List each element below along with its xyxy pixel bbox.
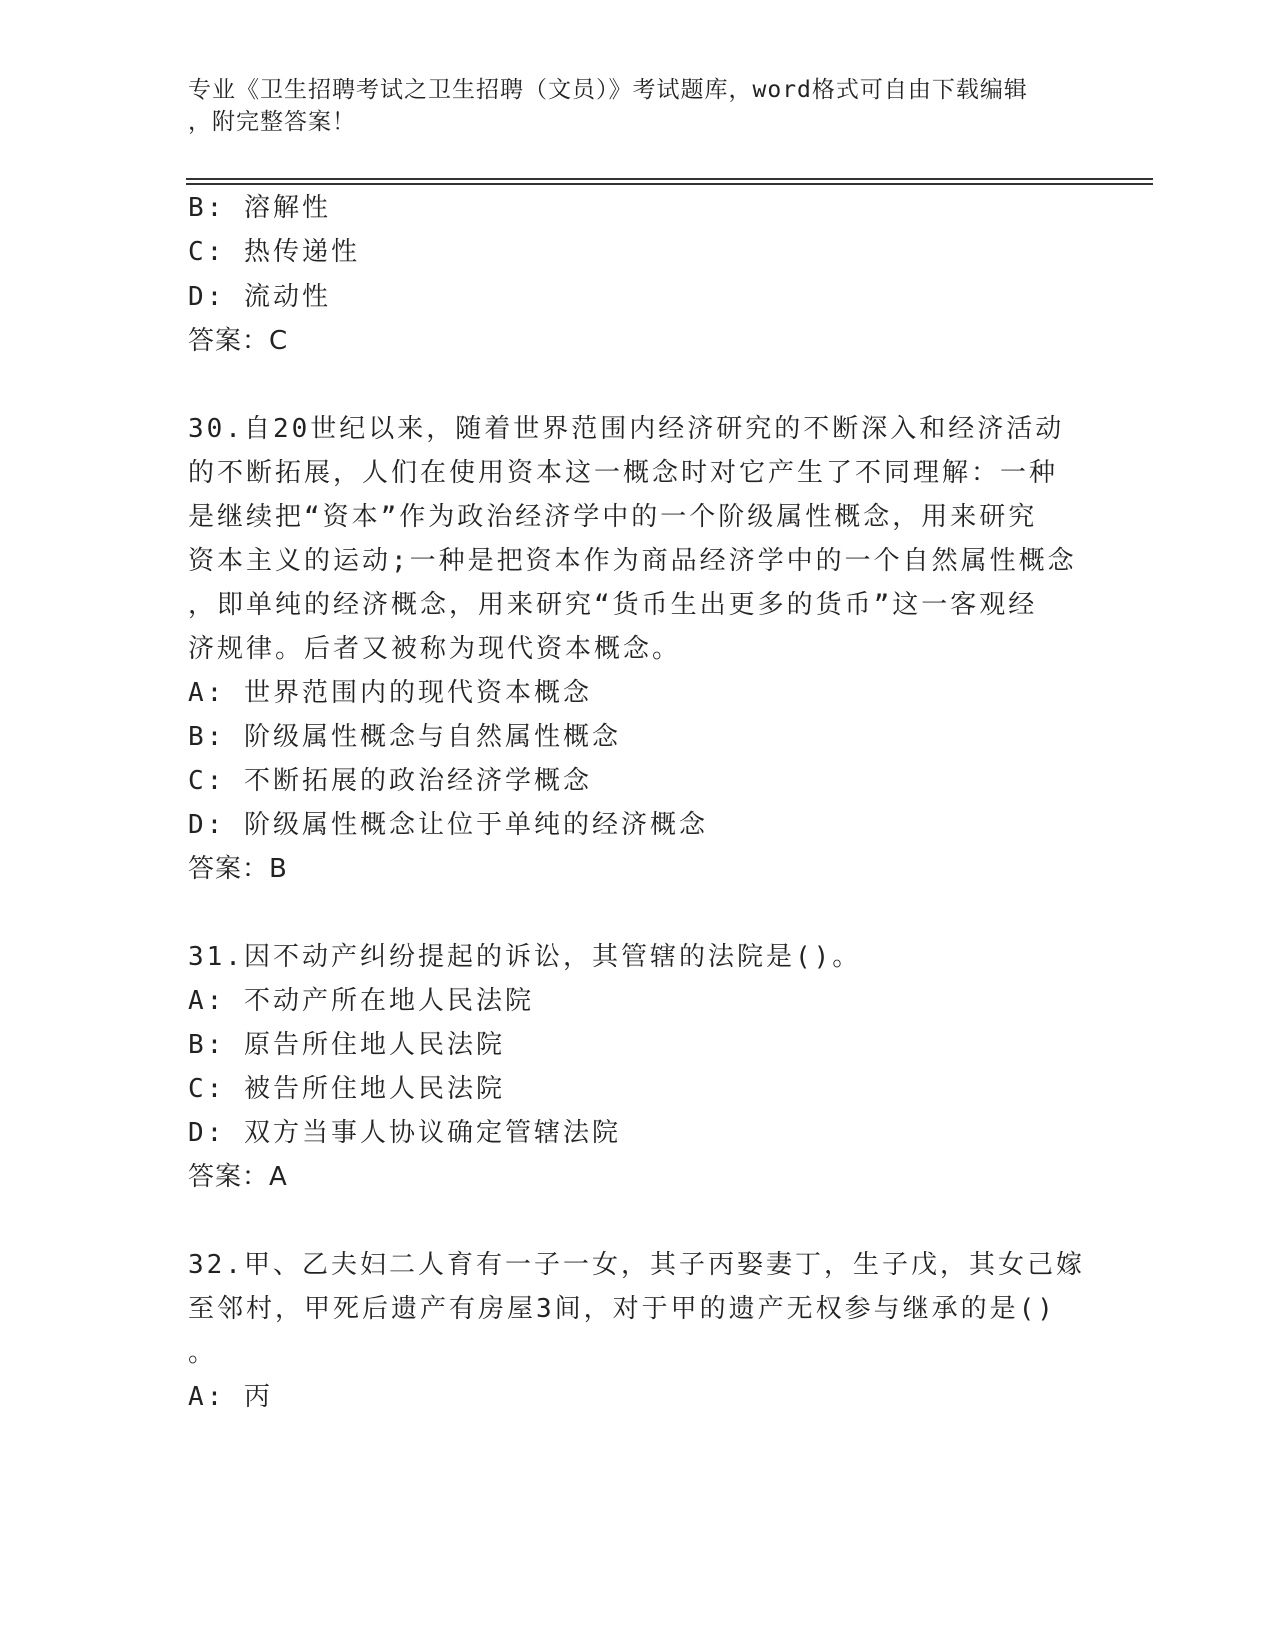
q31-option-d: D: 双方当事人协议确定管辖法院 (188, 1118, 621, 1148)
page-header (188, 74, 1068, 138)
q30-option-a: A: 世界范围内的现代资本概念 (188, 678, 592, 708)
q32-stem-line-3: 。 (188, 1338, 218, 1368)
q30-stem-line-1: 30.自20世纪以来，随着世界范围内经济研究的不断深入和经济活动 (188, 414, 1065, 444)
header-divider-bottom (186, 183, 1153, 185)
q32-option-a: A: 丙 (188, 1382, 273, 1412)
q31-option-b: B: 原告所住地人民法院 (188, 1030, 505, 1060)
q31-option-a: A: 不动产所在地人民法院 (188, 986, 534, 1016)
q31-stem: 31.因不动产纠纷提起的诉讼，其管辖的法院是()。 (188, 942, 862, 972)
header-title-line-2: ，附完整答案！ (188, 109, 356, 135)
q30-stem-line-4: 资本主义的运动;一种是把资本作为商品经济学中的一个自然属性概念 (188, 546, 1077, 576)
q30-stem-line-5: ，即单纯的经济概念，用来研究“货币生出更多的货币”这一客观经 (188, 590, 1038, 620)
q30-option-c: C: 不断拓展的政治经济学概念 (188, 766, 592, 796)
q31-answer: 答案：A (188, 1162, 288, 1192)
q31-option-c: C: 被告所住地人民法院 (188, 1074, 505, 1104)
q29-option-d: D: 流动性 (188, 282, 331, 312)
q30-stem-line-3: 是继续把“资本”作为政治经济学中的一个阶级属性概念，用来研究 (188, 502, 1038, 532)
q32-stem-line-2: 至邻村，甲死后遗产有房屋3间，对于甲的遗产无权参与继承的是() (188, 1294, 1056, 1324)
q29-option-c: C: 热传递性 (188, 237, 360, 267)
q30-option-d: D: 阶级属性概念让位于单纯的经济概念 (188, 810, 708, 840)
q30-stem-line-6: 济规律。后者又被称为现代资本概念。 (188, 634, 682, 664)
q30-stem-line-2: 的不断拓展，人们在使用资本这一概念时对它产生了不同理解：一种 (188, 458, 1059, 488)
q29-option-b: B: 溶解性 (188, 193, 331, 223)
q29-answer: 答案：C (188, 326, 289, 356)
header-divider-top (186, 178, 1153, 180)
q30-answer: 答案：B (188, 854, 288, 884)
q32-stem-line-1: 32.甲、乙夫妇二人育有一子一女，其子丙娶妻丁，生子戊，其女己嫁 (188, 1250, 1085, 1280)
q30-option-b: B: 阶级属性概念与自然属性概念 (188, 722, 621, 752)
header-title-line-1: 专业《卫生招聘考试之卫生招聘（文员）》考试题库，word格式可自由下载编辑 (188, 77, 1028, 103)
